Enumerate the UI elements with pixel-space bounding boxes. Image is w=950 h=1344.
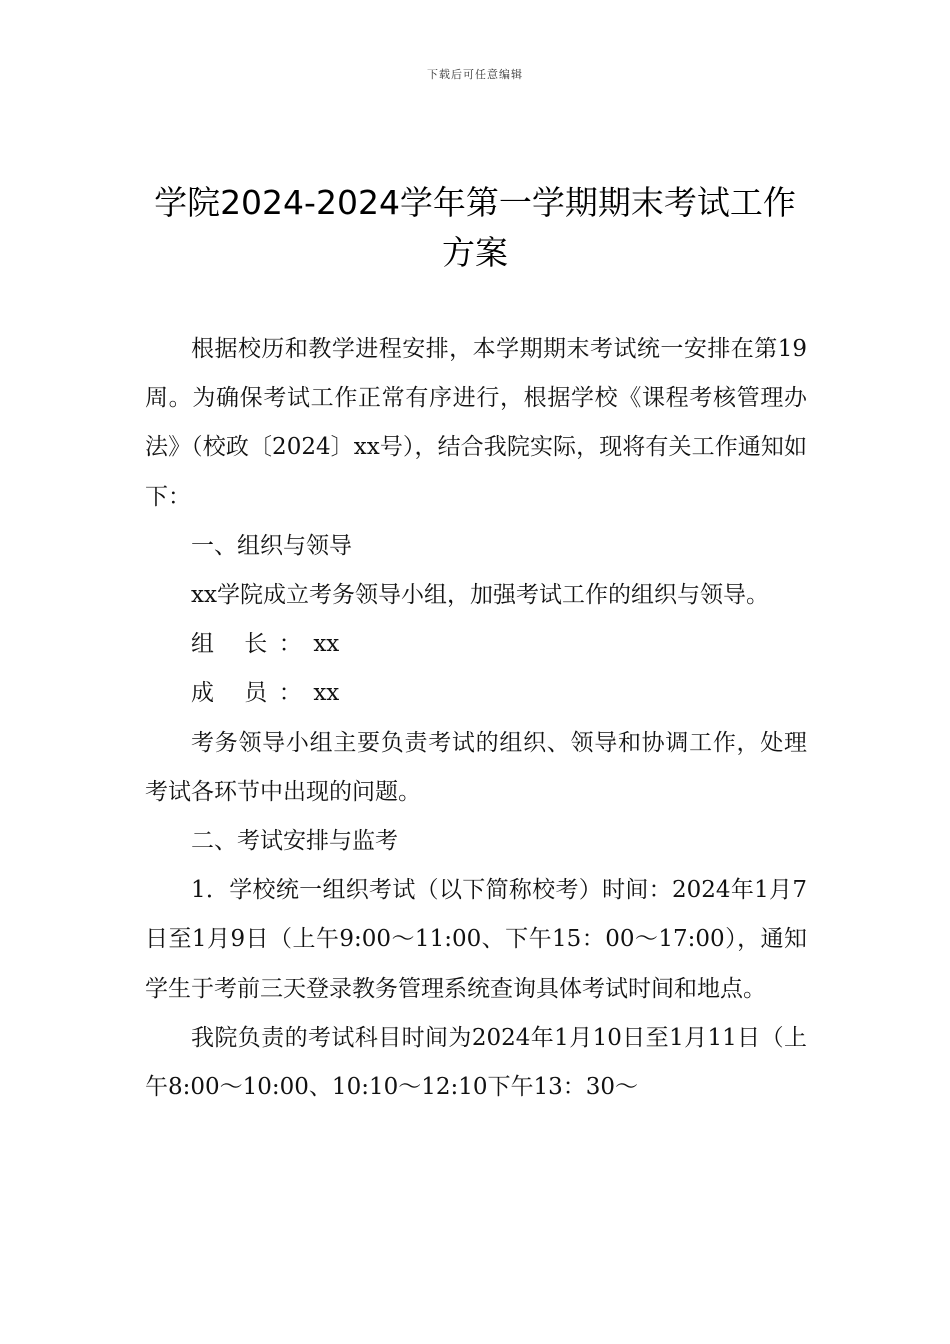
responsibility-paragraph: 考务领导小组主要负责考试的组织、领导和协调工作，处理考试各环节中出现的问题。 [145,729,807,805]
header-note: 下载后可任意编辑 [427,68,523,81]
document-body [145,325,807,1112]
document-title: 学院2024-2024学年第一学期期末考试工作方案 [154,183,796,272]
intro-paragraph: 根据校历和教学进程安排，本学期期末考试统一安排在第19周。为确保考试工作正常有序进行，根据学校《课程考核管理办法》（校政〔2024〕xx号），结合我院实际，现将有关工作通知如下： [145,336,807,510]
section-heading-exam-arrangement: 二、考试安排与监考 [191,828,398,855]
college-exam-paragraph: 我院负责的考试科目时间为2024年1月10日至1月11日（上午8:00～10:00、10:10～12:10下午13：30～ [145,1024,807,1101]
role-leader-value: xx [313,631,340,658]
school-exam-paragraph: 1．学校统一组织考试（以下简称校考）时间：2024年1月7日至1月9日（上午9:00～11:00、下午15：00～17:00），通知学生于考前三天登录教务管理系统查询具体考试时间和地点。 [145,877,807,1002]
role-leader [145,620,807,669]
organization-paragraph: xx学院成立考务领导小组，加强考试工作的组织与领导。 [191,582,769,609]
role-leader-label: 组 长： [191,631,314,658]
role-members-label: 成 员： [191,680,314,707]
section-heading-organization: 一、组织与领导 [191,532,352,559]
role-members-value: xx [313,680,340,707]
role-members [145,669,807,718]
